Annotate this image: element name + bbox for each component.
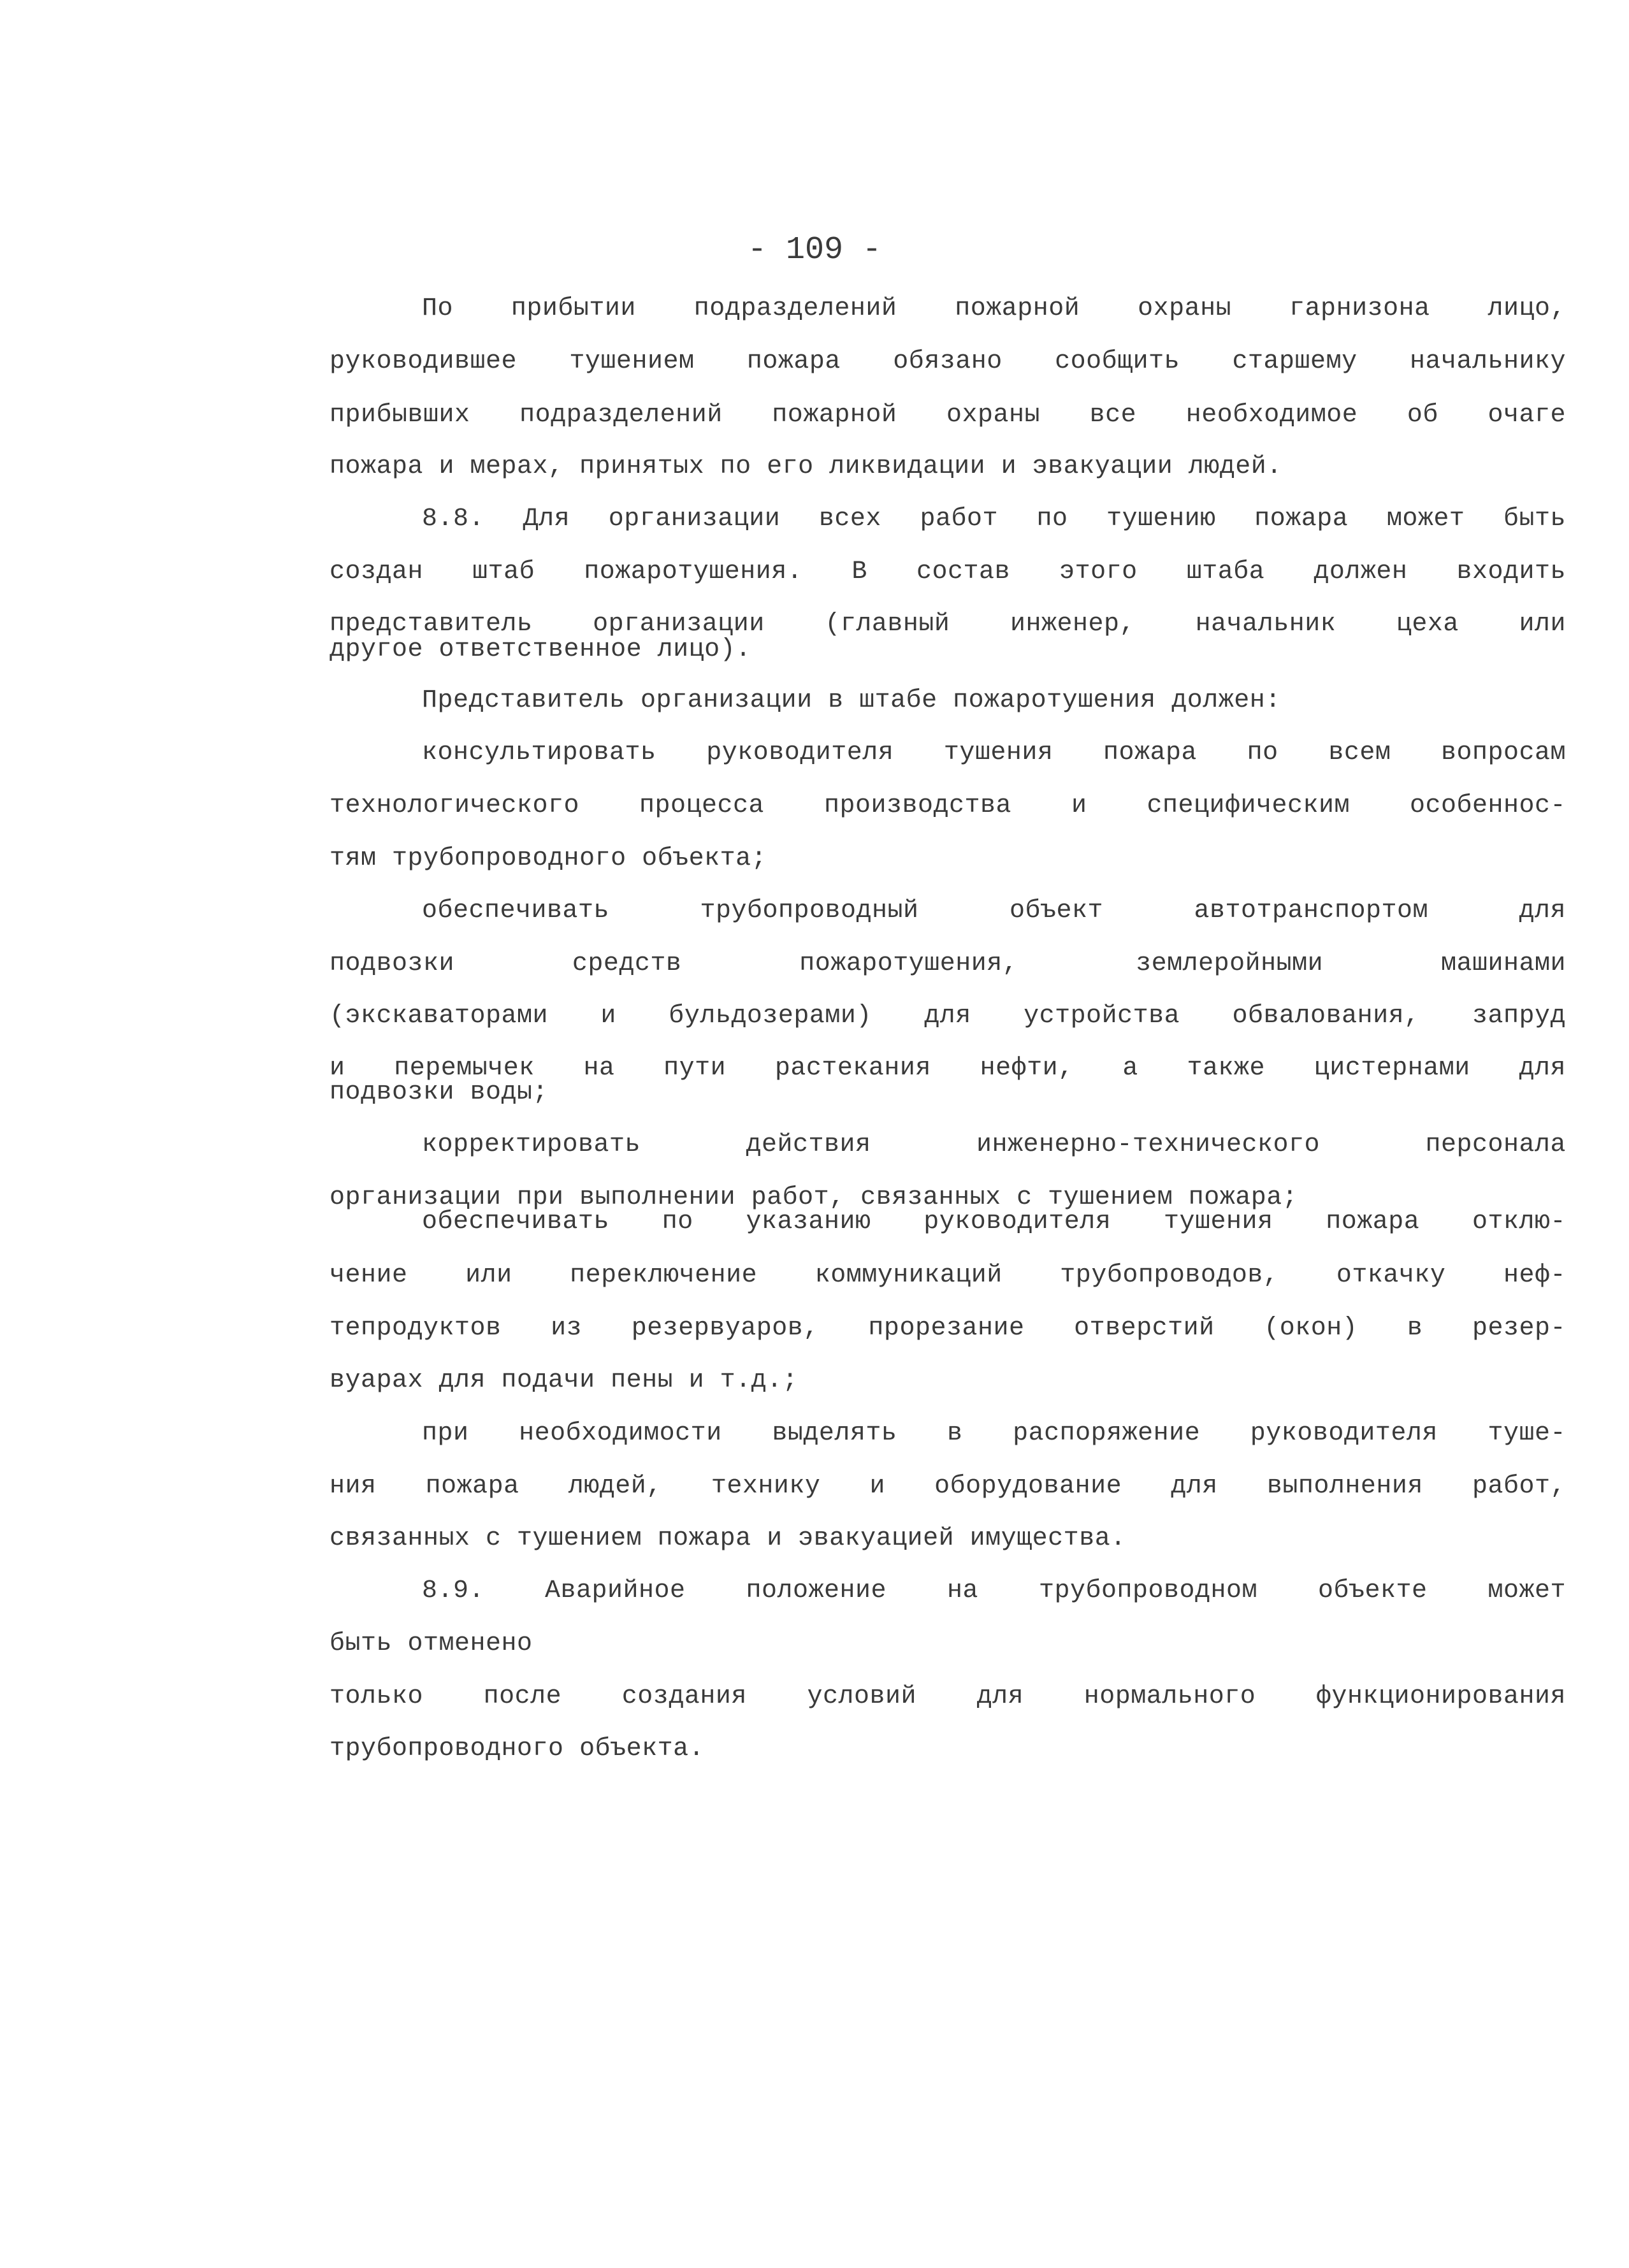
text-line: (экскаваторами и бульдозерами) для устройства обвалования, запруд [329,1002,1566,1030]
text-line: тепродуктов из резервуаров, прорезание отверстий (окон) в резер- [329,1314,1566,1343]
text-line: ния пожара людей, технику и оборудование для выполнения работ, [329,1472,1566,1501]
page-number: - 109 - [747,232,882,268]
text-line: представитель организации (главный инженер, начальник цеха или [329,610,1566,639]
text-line: обеспечивать по указанию руководителя тушения пожара отклю- [422,1208,1566,1236]
text-line: тям трубопроводного объекта; [329,844,767,873]
text-line: быть отменено [329,1629,533,1658]
text-line: чение или переключение коммуникаций трубопроводов, откачку неф- [329,1261,1566,1290]
text-line: связанных с тушением пожара и эвакуацией имущества. [329,1524,1126,1553]
text-line: корректировать действия инженерно-технического персонала [422,1130,1566,1159]
text-line: трубопроводного объекта. [329,1735,705,1763]
text-line: обеспечивать трубопроводный объект автотранспортом для [422,897,1566,925]
text-line: вуарах для подачи пены и т.д.; [329,1366,799,1395]
text-line: пожара и мерах, принятых по его ликвидации и эвакуации людей. [329,452,1282,481]
text-line: подвозки средств пожаротушения, землеройными машинами [329,950,1566,978]
text-line: другое ответственное лицо). [329,635,751,664]
text-line: подвозки воды; [329,1078,549,1107]
text-line: технологического процесса производства и специфическим особеннос- [329,791,1566,820]
text-line: По прибытии подразделений пожарной охраны гарнизона лицо, [422,294,1566,323]
text-line: только после создания условий для нормального функционирования [329,1682,1566,1711]
text-line: 8.9. Аварийное положение на трубопроводном объекте может [422,1577,1566,1605]
text-line: Представитель организации в штабе пожаротушения должен: [422,686,1281,715]
text-line: организации при выполнении работ, связанных с тушением пожара; [329,1183,1298,1212]
text-line: консультировать руководителя тушения пожара по всем вопросам [422,739,1566,767]
text-line: прибывших подразделений пожарной охраны все необходимое об очаге [329,401,1566,430]
text-line: и перемычек на пути растекания нефти, а также цистернами для [329,1054,1566,1083]
text-line: создан штаб пожаротушения. В состав этого штаба должен входить [329,558,1566,586]
text-line: 8.8. Для организации всех работ по тушению пожара может быть [422,505,1566,533]
text-line: при необходимости выделять в распоряжение руководителя туше- [422,1419,1566,1448]
text-line: руководившее тушением пожара обязано сообщить старшему начальнику [329,347,1566,376]
